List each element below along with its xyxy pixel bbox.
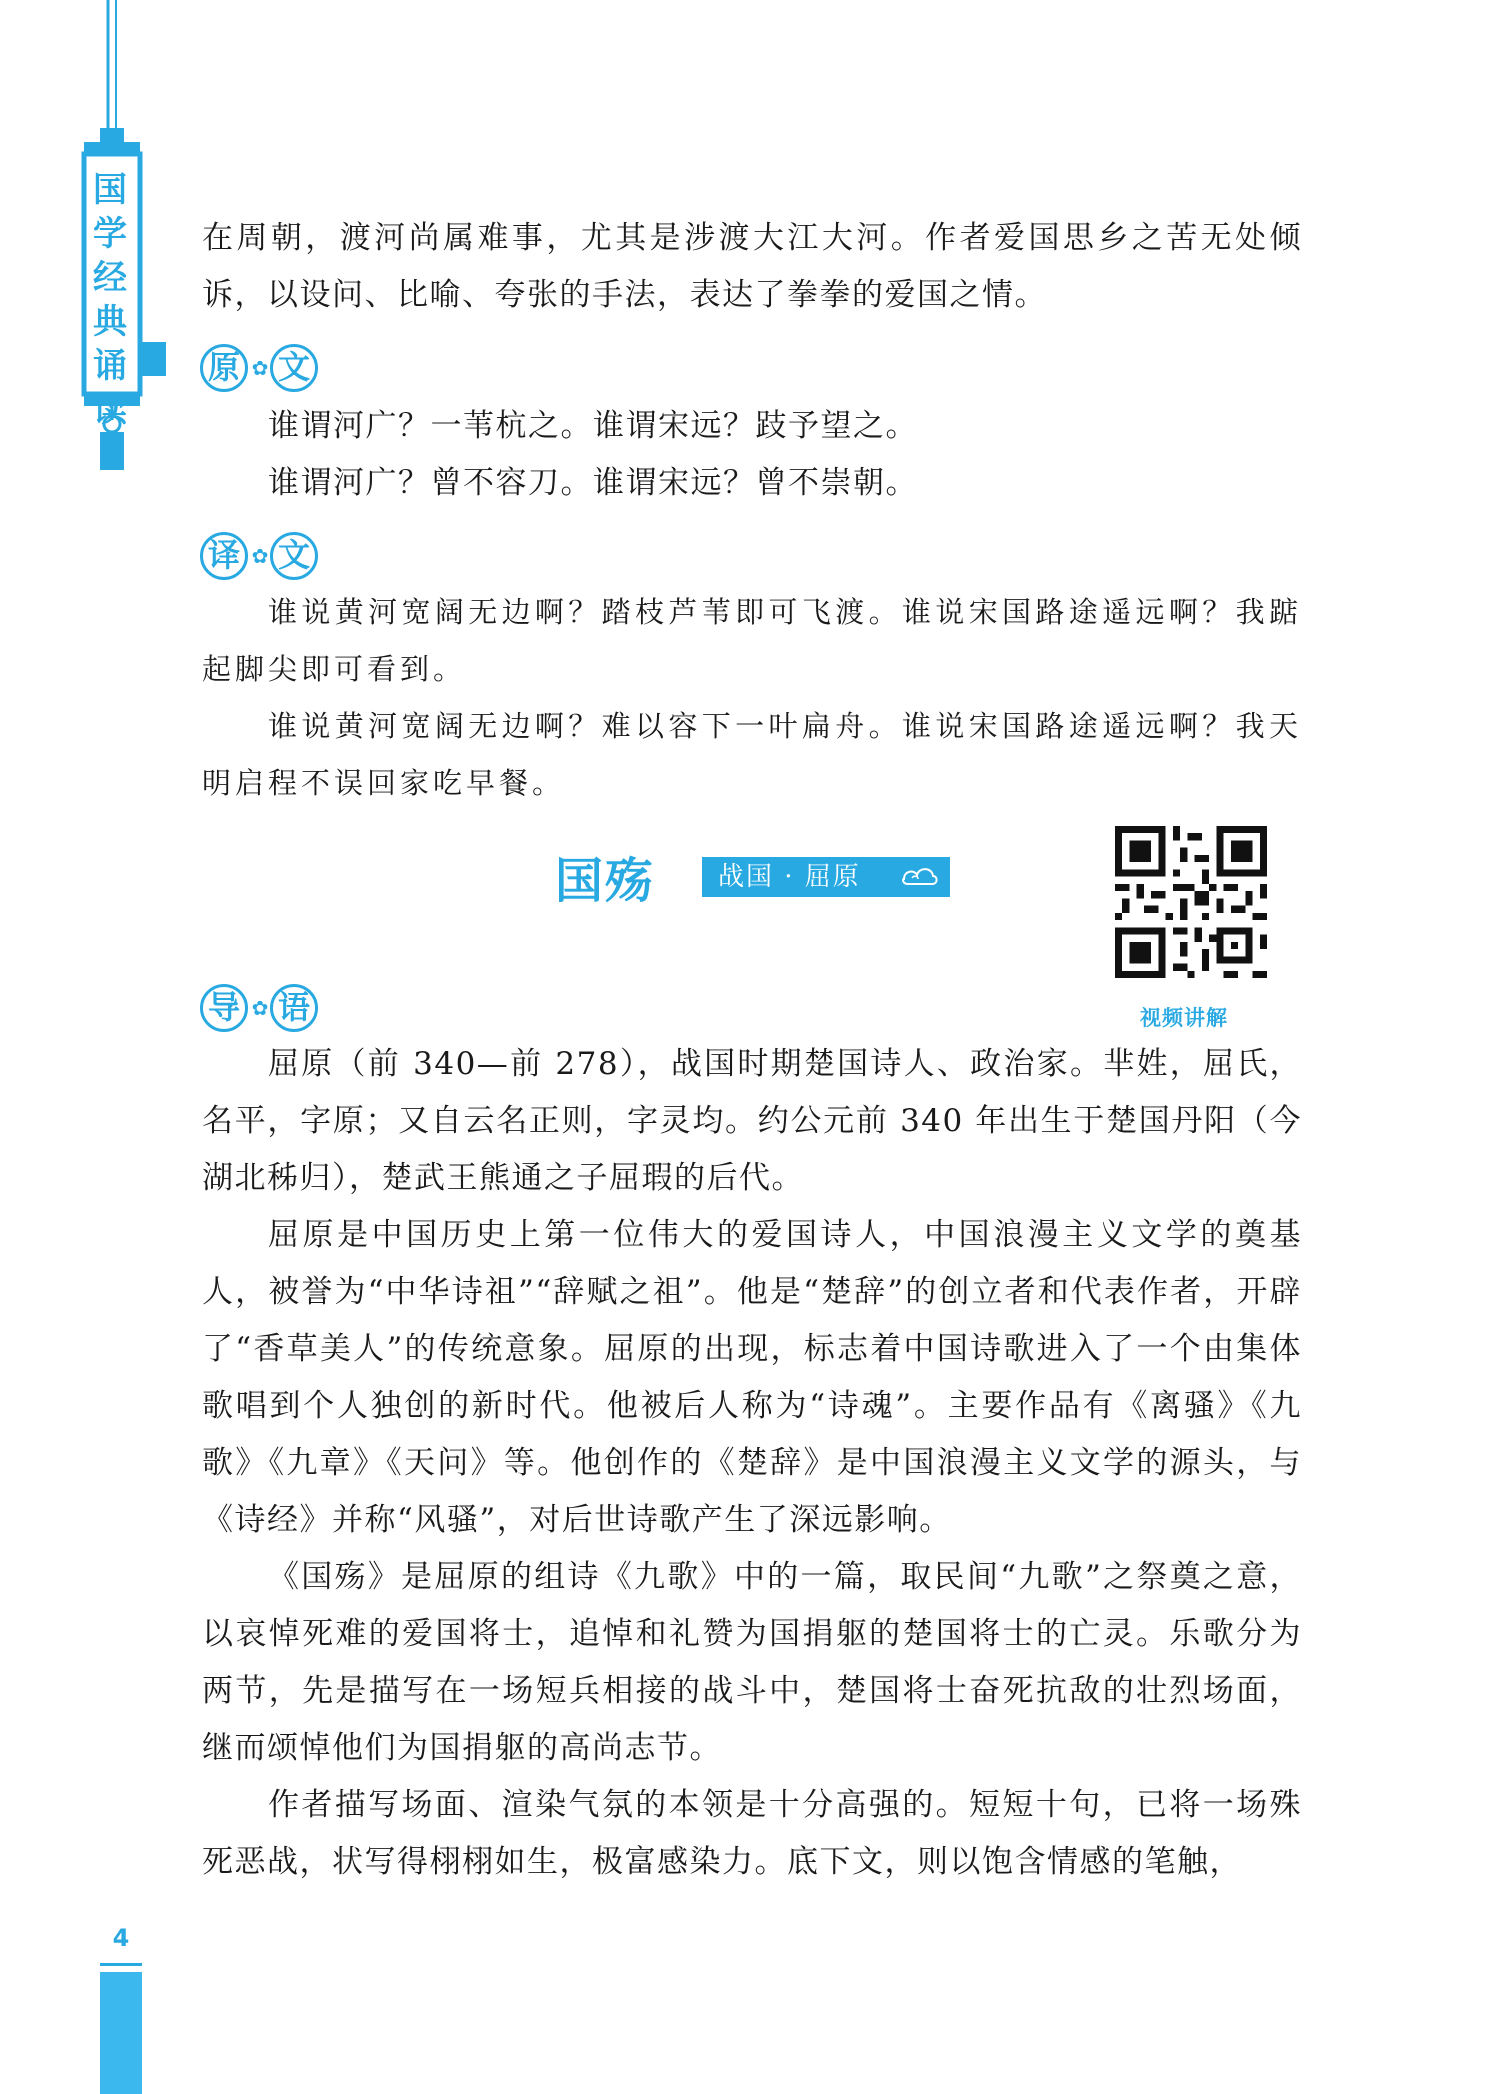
translation-badge [200,526,330,588]
translation-paragraph: 谁说黄河宽阔无边啊？踏枝芦苇即可飞渡。谁说宋国路途遥远啊？我踮起脚尖即可看到。 [202,595,1302,686]
qr-code-icon[interactable] [1115,826,1267,978]
original-line: 谁谓河广？曾不容刀。谁谓宋远？曾不崇朝。 [268,465,918,501]
side-title-char: 国 [93,170,127,210]
side-title [88,168,132,432]
badge-char: 译 [200,532,248,580]
bottom-bar [100,1972,142,2094]
guide-badge [200,978,330,1040]
author-label [702,857,950,897]
poem-title: 国殇 [555,853,656,909]
guide-paragraph: 屈原是中国历史上第一位伟大的爱国诗人，中国浪漫主义文学的奠基人，被誉为“中华诗祖”“辞赋之祖”。他是“楚辞”的创立者和代表作者，开辟了“香草美人”的传统意象。屈原的出现，标志着中国诗歌进入了一个由集体歌唱到个人独创的新时代。他被后人称为“诗魂”。主要作品有《离骚》《九歌》《九章》《天问》等。他创作的《楚辞》是中国浪漫主义文学的源头，与《诗经》并称“风骚”，对后世诗歌产生了深远影响。 [202,1217,1302,1538]
cloud-icon [900,863,940,889]
page-number: 4 [112,1924,130,1952]
qr-caption: 视频讲解 [1140,1006,1228,1030]
page-number-underline [100,1963,142,1966]
badge-char: 文 [270,532,318,580]
side-title-char: 学 [93,214,127,254]
guide-paragraph: 作者描写场面、渲染气氛的本领是十分高强的。短短十句，已将一场殊死恶战，状写得栩栩如生，极富感染力。底下文，则以饱含情感的笔触， [202,1787,1302,1880]
intro-paragraph: 在周朝，渡河尚属难事，尤其是涉渡大江大河。作者爱国思乡之苦无处倾诉，以设问、比喻、夸张的手法，表达了拳拳的爱国之情。 [202,220,1302,313]
knot-icon: ✿ [251,356,269,380]
knot-icon: ✿ [251,544,269,568]
translation-paragraph: 谁说黄河宽阔无边啊？难以容下一叶扁舟。谁说宋国路途遥远啊？我天明启程不误回家吃早餐。 [202,709,1302,800]
badge-char: 原 [200,344,248,392]
side-title-char: 诵 [93,346,127,386]
badge-char: 文 [270,344,318,392]
original-text-badge [200,338,330,400]
side-title-char: 经 [93,258,127,298]
badge-char: 导 [200,984,248,1032]
guide-paragraph: 《国殇》是屈原的组诗《九歌》中的一篇，取民间“九歌”之祭奠之意，以哀悼死难的爱国将士，追悼和礼赞为国捐躯的楚国将士的亡灵。乐歌分为两节，先是描写在一场短兵相接的战斗中，楚国将士奋死抗敌的壮烈场面，继而颂悼他们为国捐躯的高尚志节。 [202,1559,1302,1766]
side-title-char: 读 [93,390,127,430]
knot-icon: ✿ [251,996,269,1020]
badge-char: 语 [270,984,318,1032]
author-text: 战国 · 屈原 [718,862,861,892]
side-title-char: 典 [93,302,127,342]
guide-paragraph: 屈原（前 340—前 278），战国时期楚国诗人、政治家。芈姓，屈氏，名平，字原；又自云名正则，字灵均。约公元前 340 年出生于楚国丹阳（今湖北秭归），楚武王熊通之子屈瑕的后代。 [202,1046,1302,1196]
original-line: 谁谓河广？一苇杭之。谁谓宋远？跂予望之。 [268,408,918,444]
